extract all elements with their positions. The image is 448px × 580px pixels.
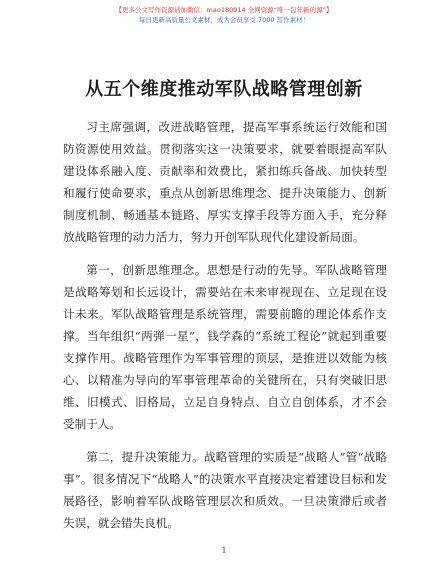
- paragraph-second-point: 第二，提升决策能力。战略管理的实质是“战略人”管“战略事”。很多情况下“战略人”的决策水平直接决定着建设目标和发展路径，影响着军队战略管理层次和质效。一旦决策滞后或者失误，就会错失良机。: [63, 450, 387, 530]
- paragraph-intro: 习主席强调，改进战略管理，提高军事系统运行效能和国防资源使用效益。贯彻落实这一决策要求，就要着眼提高军队建设体系融入度、贡献率和效费比，紧扣练兵备战、加快转型和履行使命要求，重点从创新思维理念、提升决策能力、创新制度机制、畅通基本链路、厚实支撑手段等方面入手，充分释放战略管理的动力活力，努力开创军队现代化建设新局面。: [63, 120, 387, 244]
- page-number: 1: [221, 546, 227, 555]
- promo-banner: [0, 5, 448, 25]
- document-title: 从五个维度推动军队战略管理创新: [85, 79, 363, 100]
- paragraph-first-point: 第一，创新思维理念。思想是行动的先导。军队战略管理是战略筹划和长远设计，需要站在未来审视现在、立足现在设计未来。军队战略管理是系统管理，需要前瞻的理论体系作支撑。当年组织“两弹一星”，钱学森的“系统工程论”就起到重要支撑作用。战略管理作为军事管理的顶层，是推进以效能为核心、以精准为导向的军事管理革命的关键所在，只有突破旧思维、旧模式、旧格局，立足自身特点、自立自创体系，才不会受制于人。: [63, 263, 387, 431]
- promo-banner-line-1: 【更多公文写作资源请加微信：mao180914 全网资源“唯一包年新的源”】: [115, 6, 333, 14]
- promo-banner-line-2: 每日更新高质量公文素材，成为会员享受 7000 写作素材！: [138, 16, 310, 24]
- document-body: [63, 116, 387, 545]
